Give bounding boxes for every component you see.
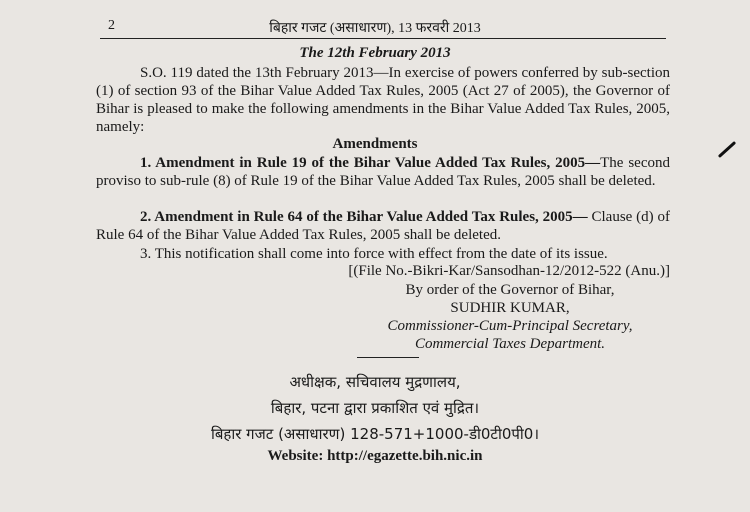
imprint-line-3: बिहार गजट (असाधारण) 128-571+1000-डी0टी0पी0। [210, 425, 540, 443]
preamble-paragraph: S.O. 119 dated the 13th February 2013—In exercise of powers conferred by sub-section (1) of section 93 of the Bihar Value Added Tax Rules, 2005 (Act 27 of 2005), the Governor of Bihar is pleased to make the following amendments in the Bihar Value Added Tax Rules, 2005, namely: [96, 65, 670, 135]
imprint-line-2: बिहार, पटना द्वारा प्रकाशित एवं मुद्रित। [270, 399, 480, 417]
signatory-department: Commercial Taxes Department. [414, 336, 606, 352]
separator-rule [357, 357, 419, 358]
amendment-item-2-text: Clause (d) of Rule 64 of the Bihar Value Added Tax Rules, 2005 shall be deleted. [96, 209, 670, 243]
amendment-item-3: 3. This notification shall come into force with effect from the date of its issue. [140, 246, 608, 262]
amendments-heading: Amendments [332, 136, 418, 152]
signatory-name: SUDHIR KUMAR, [450, 300, 570, 316]
imprint-line-1: अधीक्षक, सचिवालय मुद्रणालय, [289, 373, 461, 391]
page-number: 2 [108, 18, 115, 33]
amendment-item-1 [96, 154, 670, 190]
signatory-designation: Commissioner-Cum-Principal Secretary, [387, 318, 633, 334]
website-link: Website: http://egazette.bih.nic.in [267, 448, 483, 464]
amendment-item-1-title: 1. Amendment in Rule 19 of the Bihar Value Added Tax Rules, 2005— [140, 155, 601, 171]
running-title: बिहार गजट (असाधारण), 13 फरवरी 2013 [269, 21, 481, 36]
amendment-item-1-text: The second proviso to sub-rule (8) of Rule 19 of the Bihar Value Added Tax Rules, 2005 shall be deleted. [96, 155, 670, 189]
file-number: [(File No.-Bikri-Kar/Sansodhan-12/2012-522 (Anu.)] [348, 263, 670, 279]
signature-order-line: By order of the Governor of Bihar, [405, 282, 615, 298]
date-heading: The 12th February 2013 [299, 45, 451, 61]
header-rule [100, 38, 666, 39]
amendment-item-2-title: 2. Amendment in Rule 64 of the Bihar Value Added Tax Rules, 2005— [140, 209, 588, 225]
amendment-item-2 [96, 208, 670, 244]
